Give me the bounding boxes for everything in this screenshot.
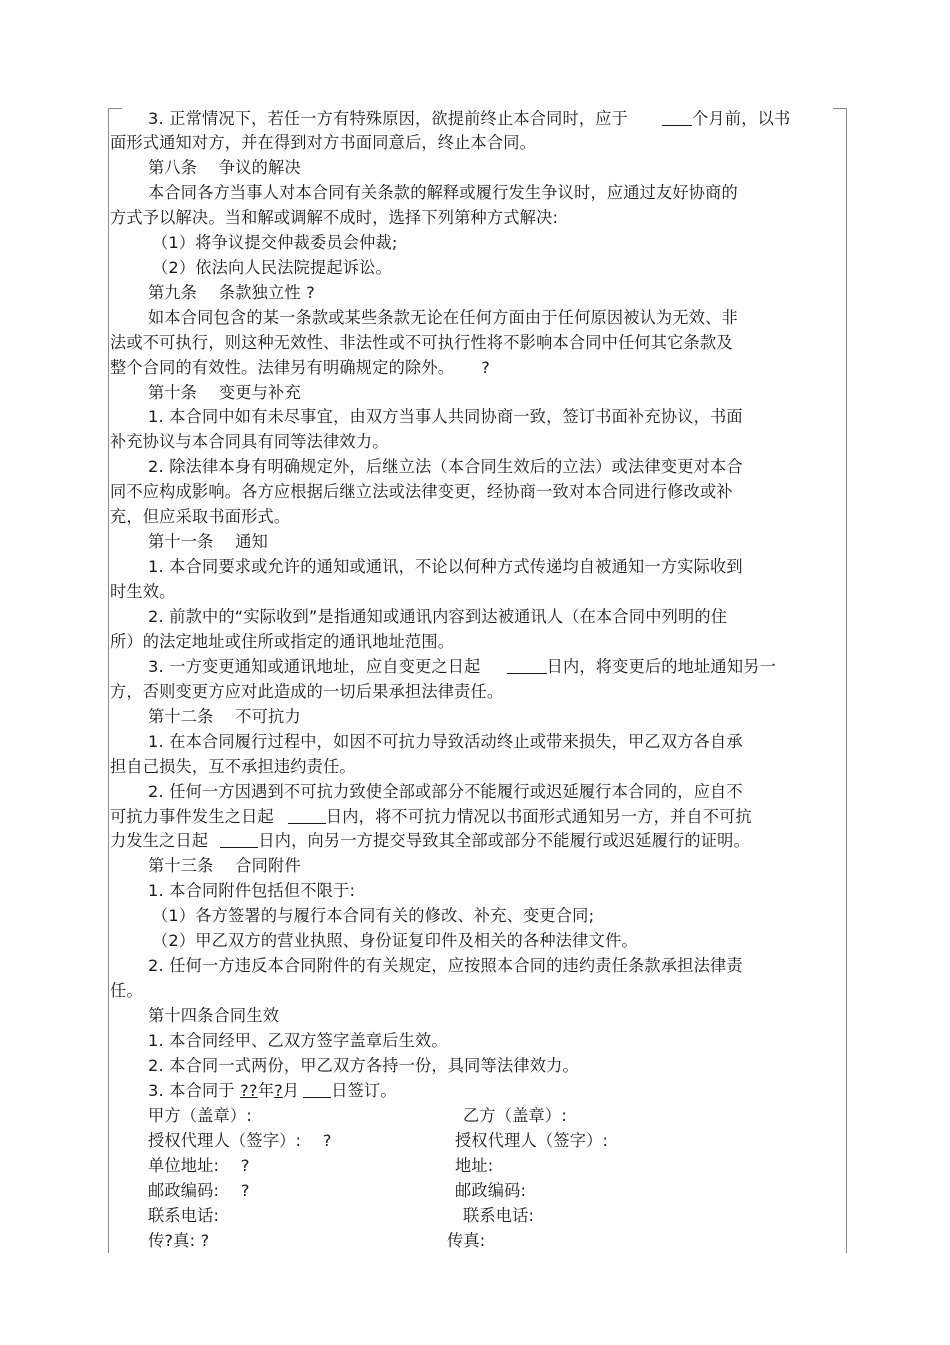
party-b-fax: 传真: [447,1231,486,1250]
page-border-top-left [108,108,122,109]
paragraph-line: 整个合同的有效性。法律另有明确规定的除外。 ? [110,358,491,377]
paragraph-line: 3. 一方变更通知或通讯地址，应自变更之日起 日内，将变更后的地址通知另一 [148,657,776,676]
paragraph-line: 2. 任何一方因遇到不可抗力致使全部或部分不能履行或迟延履行本合同的，应自不 [148,782,743,801]
paragraph-line: 力发生之日起 日内，向另一方提交导致其全部或部分不能履行或迟延履行的证明。 [110,831,750,850]
paragraph-line: 2. 前款中的“实际收到”是指通知或通讯内容到达被通讯人（在本合同中列明的住 [148,607,728,626]
page-border-right [846,108,847,1253]
fill-blank[interactable] [220,831,258,848]
paragraph-line: 法或不可执行，则这种无效性、非法性或不可执行性将不影响本合同中任何其它条款及 [110,333,733,352]
article-heading: 第十条 变更与补充 [148,383,301,402]
paragraph-line: 1. 本合同中如有未尽事宜，由双方当事人共同协商一致，签订书面补充协议，书面 [148,407,743,426]
party-a-seal: 甲方（盖章）: [148,1106,252,1125]
list-item: （1）各方签署的与履行本合同有关的修改、补充、变更合同; [152,906,595,925]
fill-blank[interactable] [662,109,692,126]
paragraph-line: 2. 除法律本身有明确规定外，后继立法（本合同生效后的立法）或法律变更对本合 [148,457,743,476]
article-heading: 第十一条 通知 [148,532,269,551]
paragraph-line: 如本合同包含的某一条款或某些条款无论在任何方面由于任何原因被认为无效、非 [148,308,738,327]
page-border-left [108,108,109,1253]
paragraph-line: 担自己损失，互不承担违约责任。 [110,757,356,776]
article-heading: 第八条 争议的解决 [148,158,301,177]
party-b-agent: 授权代理人（签字）: [455,1131,609,1150]
party-b-seal: 乙方（盖章）: [463,1106,567,1125]
paragraph-line: 1. 本合同要求或允许的通知或通讯，不论以何种方式传递均自被通知一方实际收到 [148,557,743,576]
paragraph-line: 可抗力事件发生之日起 日内，将不可抗力情况以书面形式通知另一方，并自不可抗 [110,807,752,826]
paragraph-line: 3. 正常情况下，若任一方有特殊原因，欲提前终止本合同时，应于 个月前，以书 [148,109,791,128]
paragraph-line: 面形式通知对方，并在得到对方书面同意后，终止本合同。 [110,133,537,152]
list-item: （2）甲乙双方的营业执照、身份证复印件及相关的各种法律文件。 [152,931,638,950]
party-b-postcode: 邮政编码: [455,1181,527,1200]
party-a-phone: 联系电话: [148,1206,220,1225]
paragraph-line: 本合同各方当事人对本合同有关条款的解释或履行发生争议时，应通过友好协商的 [148,183,738,202]
paragraph-line: 方式予以解决。当和解或调解不成时，选择下列第种方式解决: [110,208,559,227]
paragraph-line: 1. 在本合同履行过程中，如因不可抗力导致活动终止或带来损失，甲乙双方各自承 [148,732,743,751]
paragraph-line: 任。 [110,981,143,1000]
article-heading: 第十四条合同生效 [148,1006,280,1025]
paragraph-line: 所）的法定地址或住所或指定的通讯地址范围。 [110,632,455,651]
fill-blank[interactable] [507,657,547,674]
party-b-phone: 联系电话: [463,1206,535,1225]
paragraph-line: 方，否则变更方应对此造成的一切后果承担法律责任。 [110,682,504,701]
paragraph-line: 补充协议与本合同具有同等法律效力。 [110,432,389,451]
list-item: （1）将争议提交仲裁委员会仲裁; [152,233,398,252]
party-b-address: 地址: [455,1156,494,1175]
signing-date-line: 3. 本合同于 ??年?月 日签订。 [148,1081,397,1100]
fill-blank[interactable] [288,807,326,824]
year-blank[interactable]: ?? [240,1081,258,1100]
paragraph-line: 同不应构成影响。各方应根据后继立法或法律变更，经协商一致对本合同进行修改或补 [110,482,733,501]
paragraph-line: 1. 本合同经甲、乙双方签字盖章后生效。 [148,1031,448,1050]
party-a-fax: 传?真: ? [148,1231,210,1250]
paragraph-line: 2. 任何一方违反本合同附件的有关规定，应按照本合同的违约责任条款承担法律责 [148,956,743,975]
month-blank[interactable]: ? [274,1081,283,1100]
article-heading: 第十三条 合同附件 [148,856,301,875]
article-heading: 第十二条 不可抗力 [148,707,301,726]
paragraph-line: 1. 本合同附件包括但不限于: [148,881,356,900]
party-a-agent: 授权代理人（签字）: ? [148,1131,332,1150]
paragraph-line: 充，但应采取书面形式。 [110,507,291,526]
paragraph-line: 时生效。 [110,582,176,601]
paragraph-line: 2. 本合同一式两份，甲乙双方各持一份，具同等法律效力。 [148,1056,579,1075]
page-border-top-right [833,108,847,109]
list-item: （2）依法向人民法院提起诉讼。 [152,258,392,277]
party-a-address: 单位地址: ? [148,1156,250,1175]
party-a-postcode: 邮政编码: ? [148,1181,250,1200]
article-heading: 第九条 条款独立性 ? [148,283,315,302]
day-blank[interactable] [303,1081,331,1098]
